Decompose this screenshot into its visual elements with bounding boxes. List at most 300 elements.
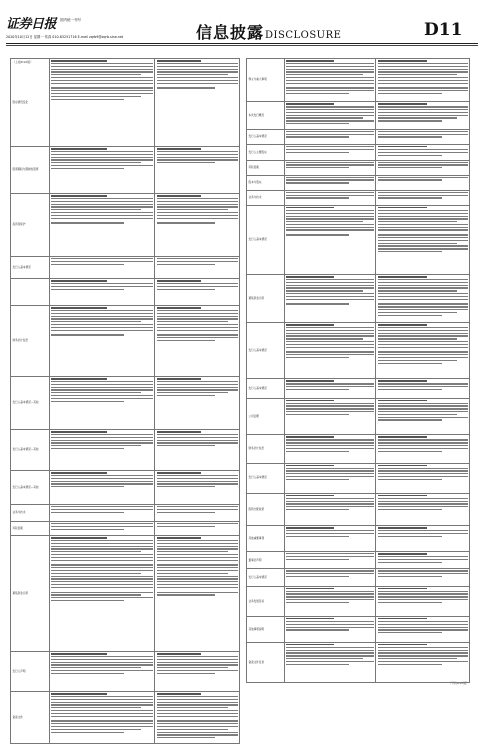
text-line <box>378 167 443 168</box>
text-line <box>378 338 457 339</box>
left-table-row <box>11 652 240 692</box>
right-table-row <box>247 205 470 274</box>
right-table <box>246 58 470 683</box>
text-line <box>286 347 373 348</box>
text-line <box>51 592 152 593</box>
before-revision-text <box>284 102 375 130</box>
text-line <box>51 523 152 524</box>
row-label: 本次发行概况 <box>247 102 285 130</box>
after-revision-text <box>376 129 470 144</box>
row-label: 发行人基本情况 <box>247 463 285 493</box>
text-line <box>51 554 152 555</box>
text-line <box>157 222 215 223</box>
text-line <box>157 732 238 733</box>
row-label: 公司治理 <box>247 398 285 435</box>
text-line <box>286 182 349 183</box>
text-line <box>378 465 427 467</box>
row-label: 发行人基本情况—其他 <box>11 471 50 505</box>
text-line <box>286 599 373 600</box>
text-line <box>286 213 373 214</box>
text-line <box>286 498 373 499</box>
text-line <box>51 204 152 205</box>
text-line <box>378 213 468 214</box>
text-line <box>157 440 238 441</box>
text-line <box>157 154 238 155</box>
right-table-row <box>247 398 470 435</box>
left-table-row <box>11 194 240 257</box>
right-table-row <box>247 379 470 398</box>
before-revision-text <box>49 194 154 257</box>
text-line <box>286 664 349 665</box>
text-line <box>157 723 238 724</box>
left-table-row <box>11 692 240 744</box>
text-line <box>51 600 124 601</box>
text-line <box>286 210 373 211</box>
text-line <box>378 285 468 286</box>
text-line <box>157 340 215 341</box>
text-line <box>51 726 152 727</box>
text-line <box>378 296 468 297</box>
text-line <box>286 285 373 286</box>
text-line <box>157 667 228 668</box>
row-label: 股利分配政策 <box>247 493 285 525</box>
text-line <box>286 164 373 165</box>
page-number: D11 <box>424 20 463 40</box>
right-table-row <box>247 144 470 160</box>
text-line <box>286 448 373 449</box>
text-line <box>51 148 107 150</box>
after-revision-text <box>155 257 240 279</box>
text-line <box>157 734 238 735</box>
text-line <box>378 335 468 336</box>
left-table-row <box>11 522 240 536</box>
text-line <box>51 159 152 160</box>
right-table-row <box>247 526 470 552</box>
text-line <box>286 351 373 352</box>
text-line <box>378 218 468 219</box>
text-line <box>51 702 152 703</box>
text-line <box>378 400 427 402</box>
text-line <box>378 506 468 507</box>
text-line <box>157 337 238 338</box>
text-line <box>286 357 349 358</box>
text-line <box>286 77 373 78</box>
text-line <box>157 218 238 219</box>
text-line <box>157 148 201 150</box>
text-line <box>378 588 427 590</box>
text-line <box>378 312 457 313</box>
text-line <box>51 316 152 317</box>
text-line <box>51 732 124 733</box>
text-line <box>51 653 107 655</box>
right-table-row <box>247 160 470 175</box>
text-line <box>286 503 373 504</box>
row-label: 财务会计信息 <box>247 435 285 463</box>
text-line <box>378 536 443 537</box>
text-line <box>286 123 349 124</box>
row-label <box>11 279 50 306</box>
text-line <box>378 503 468 504</box>
text-line <box>378 559 468 560</box>
text-line <box>378 299 468 300</box>
text-line <box>157 87 215 88</box>
logo-subtitle: 国内统一刊号 <box>60 18 81 22</box>
text-line <box>286 109 373 110</box>
text-line <box>378 655 468 656</box>
text-line <box>286 476 373 477</box>
text-line <box>378 593 468 594</box>
text-line <box>51 69 152 70</box>
text-line <box>51 526 152 527</box>
text-line <box>286 303 349 304</box>
after-revision-text <box>376 463 470 493</box>
text-line <box>378 80 468 81</box>
right-table-row <box>247 616 470 642</box>
row-label: 发行人基本情况 <box>11 257 50 279</box>
text-line <box>157 543 238 544</box>
text-line <box>157 729 228 730</box>
text-line <box>286 207 334 209</box>
text-line <box>157 151 238 152</box>
text-line <box>286 591 373 592</box>
text-line <box>157 162 215 163</box>
text-line <box>378 386 468 387</box>
text-line <box>157 384 238 385</box>
text-line <box>286 218 373 219</box>
before-revision-text <box>49 147 154 194</box>
text-line <box>157 506 238 507</box>
text-line <box>51 537 107 539</box>
text-line <box>157 509 238 510</box>
text-line <box>51 378 107 380</box>
text-line <box>51 206 152 207</box>
text-line <box>286 152 349 153</box>
text-line <box>378 103 427 105</box>
text-line <box>51 395 152 396</box>
text-line <box>51 83 152 84</box>
text-line <box>378 245 468 246</box>
text-line <box>378 333 468 334</box>
row-label: 备查文件目录 <box>247 642 285 682</box>
text-line <box>378 408 468 409</box>
after-revision-text <box>376 144 470 160</box>
text-line <box>378 644 427 646</box>
text-line <box>286 296 373 297</box>
after-revision-text <box>376 616 470 642</box>
text-line <box>286 647 373 648</box>
text-line <box>286 149 373 150</box>
text-line <box>51 656 152 657</box>
text-line <box>286 324 334 326</box>
after-revision-text <box>155 147 240 194</box>
text-line <box>51 280 107 282</box>
left-table-row <box>11 471 240 505</box>
text-line <box>378 66 468 67</box>
text-line <box>51 557 152 558</box>
text-line <box>157 659 238 660</box>
text-line <box>51 448 124 449</box>
row-label: 发行人基本情况 <box>247 205 285 274</box>
after-revision-text <box>155 279 240 306</box>
right-table-row <box>247 586 470 616</box>
text-line <box>51 154 152 155</box>
text-line <box>286 509 349 510</box>
masthead-rule <box>6 43 478 44</box>
text-line <box>157 702 238 703</box>
text-line <box>378 240 468 241</box>
text-line <box>378 315 443 316</box>
text-line <box>286 69 373 70</box>
text-line <box>51 662 152 663</box>
text-line <box>286 602 349 603</box>
masthead <box>0 0 484 46</box>
row-label: 发行人基本情况 <box>247 323 285 379</box>
text-line <box>51 401 124 402</box>
text-line <box>286 90 373 91</box>
row-label: 发行人主要股东 <box>247 144 285 160</box>
text-line <box>51 693 107 695</box>
text-line <box>157 316 238 317</box>
text-line <box>157 442 238 443</box>
text-line <box>378 74 457 75</box>
text-line <box>286 468 373 469</box>
text-line <box>286 559 349 560</box>
row-label: 其他事项说明 <box>247 616 285 642</box>
text-line <box>157 324 238 325</box>
text-line <box>157 704 238 705</box>
right-table-row <box>247 569 470 586</box>
text-line <box>286 327 373 328</box>
text-line <box>378 527 427 529</box>
text-line <box>51 209 140 210</box>
text-line <box>378 383 468 384</box>
text-line <box>378 599 468 600</box>
text-line <box>157 656 238 657</box>
before-revision-text <box>49 59 154 147</box>
text-line <box>157 392 228 393</box>
text-line <box>286 573 373 574</box>
text-line <box>51 264 124 265</box>
row-label: 投资者保护 <box>11 194 50 257</box>
text-line <box>51 334 124 335</box>
text-line <box>378 227 468 228</box>
text-line <box>51 673 124 674</box>
text-line <box>157 662 238 663</box>
text-line <box>286 106 373 107</box>
text-line <box>286 655 373 656</box>
text-line <box>378 411 468 412</box>
text-line <box>378 106 468 107</box>
text-line <box>157 537 201 539</box>
left-disclosure-table <box>10 58 240 719</box>
text-line <box>378 229 468 230</box>
text-line <box>378 476 468 477</box>
before-revision-text <box>284 586 375 616</box>
text-line <box>51 546 152 547</box>
text-line <box>378 120 443 121</box>
text-line <box>51 659 152 660</box>
text-line <box>286 167 349 168</box>
text-line <box>286 63 373 64</box>
text-line <box>286 445 373 446</box>
text-line <box>51 581 152 582</box>
text-line <box>378 658 457 659</box>
text-line <box>51 720 152 721</box>
text-line <box>51 310 152 311</box>
text-line <box>378 341 468 342</box>
text-line <box>378 179 443 180</box>
text-line <box>51 670 152 671</box>
text-line <box>51 321 140 322</box>
text-line <box>378 509 443 510</box>
text-line <box>286 74 363 75</box>
row-label: 发行人声明 <box>11 652 50 692</box>
right-table-row <box>247 435 470 463</box>
text-line <box>378 131 468 132</box>
text-line <box>378 530 468 531</box>
after-revision-text <box>155 536 240 652</box>
after-revision-text <box>376 379 470 398</box>
text-line <box>157 195 201 197</box>
text-line <box>378 237 468 238</box>
text-line <box>51 222 124 223</box>
after-revision-text <box>376 493 470 525</box>
before-revision-text <box>284 190 375 205</box>
continued-to-note: （下转D12版） <box>448 681 470 685</box>
text-line <box>157 472 201 474</box>
text-line <box>51 594 140 595</box>
text-line <box>157 481 238 482</box>
text-line <box>51 440 152 441</box>
text-line <box>157 431 201 433</box>
text-line <box>157 381 238 382</box>
text-line <box>51 99 124 100</box>
text-line <box>51 431 107 433</box>
before-revision-text <box>284 323 375 379</box>
text-line <box>286 644 334 646</box>
text-line <box>51 212 152 213</box>
before-revision-text <box>284 616 375 642</box>
text-line <box>157 327 238 328</box>
text-line <box>378 279 468 280</box>
before-revision-text <box>49 257 154 279</box>
text-line <box>286 556 373 557</box>
before-revision-text <box>284 642 375 682</box>
text-line <box>51 567 152 568</box>
text-line <box>378 357 468 358</box>
after-revision-text <box>376 642 470 682</box>
text-line <box>51 93 152 94</box>
text-line <box>51 289 124 290</box>
row-label: 其他重要事项 <box>247 526 285 552</box>
text-line <box>51 437 152 438</box>
text-line <box>51 313 152 314</box>
text-line <box>286 553 373 554</box>
text-line <box>286 227 373 228</box>
text-line <box>378 570 468 571</box>
text-line <box>157 80 238 81</box>
text-line <box>51 318 152 319</box>
text-line <box>286 112 373 113</box>
text-line <box>157 437 238 438</box>
row-label: 备查文件 <box>11 692 50 744</box>
text-line <box>51 330 152 331</box>
text-line <box>286 293 373 294</box>
row-label: 发行人基本情况 <box>247 129 285 144</box>
text-line <box>378 562 443 563</box>
text-line <box>51 576 152 577</box>
text-line <box>378 591 468 592</box>
text-line <box>157 707 228 708</box>
text-line <box>51 162 140 163</box>
left-table <box>10 58 240 744</box>
text-line <box>51 729 140 730</box>
text-line <box>286 136 349 137</box>
text-line <box>286 224 373 225</box>
text-line <box>378 117 457 118</box>
text-line <box>378 306 468 307</box>
text-line <box>286 403 373 404</box>
text-line <box>157 573 228 574</box>
text-line <box>157 209 228 210</box>
text-line <box>378 479 443 480</box>
text-line <box>51 442 152 443</box>
right-table-row <box>247 190 470 205</box>
text-line <box>286 216 373 217</box>
text-line <box>157 475 238 476</box>
row-label: 董事会声明 <box>247 552 285 569</box>
text-line <box>157 378 201 380</box>
text-line <box>378 221 457 222</box>
text-line <box>286 470 373 471</box>
text-line <box>286 570 373 571</box>
row-label: 业务发展目标 <box>247 586 285 616</box>
text-line <box>51 157 152 158</box>
text-line <box>157 157 238 158</box>
text-line <box>157 557 238 558</box>
row-label: 风险因素 <box>247 160 285 175</box>
text-line <box>51 707 140 708</box>
before-revision-text <box>284 59 375 102</box>
text-line <box>286 533 373 534</box>
text-line <box>51 587 152 588</box>
text-line <box>378 224 468 225</box>
text-line <box>286 80 373 81</box>
text-line <box>378 405 468 406</box>
text-line <box>51 597 152 598</box>
after-revision-text <box>155 306 240 377</box>
text-line <box>157 713 238 714</box>
text-line <box>286 439 373 440</box>
text-line <box>51 434 152 435</box>
text-line <box>51 710 152 711</box>
text-line <box>51 512 124 513</box>
right-table-row <box>247 323 470 379</box>
text-line <box>286 162 373 163</box>
text-line <box>51 258 152 259</box>
text-line <box>286 627 373 628</box>
text-line <box>157 63 238 64</box>
text-line <box>286 177 373 178</box>
text-line <box>51 327 152 328</box>
before-revision-text <box>284 379 375 398</box>
text-line <box>378 664 443 665</box>
text-line <box>157 551 228 552</box>
before-revision-text <box>284 175 375 190</box>
text-line <box>157 526 215 527</box>
row-label: 释义与重大事项 <box>247 59 285 102</box>
text-line <box>157 584 238 585</box>
